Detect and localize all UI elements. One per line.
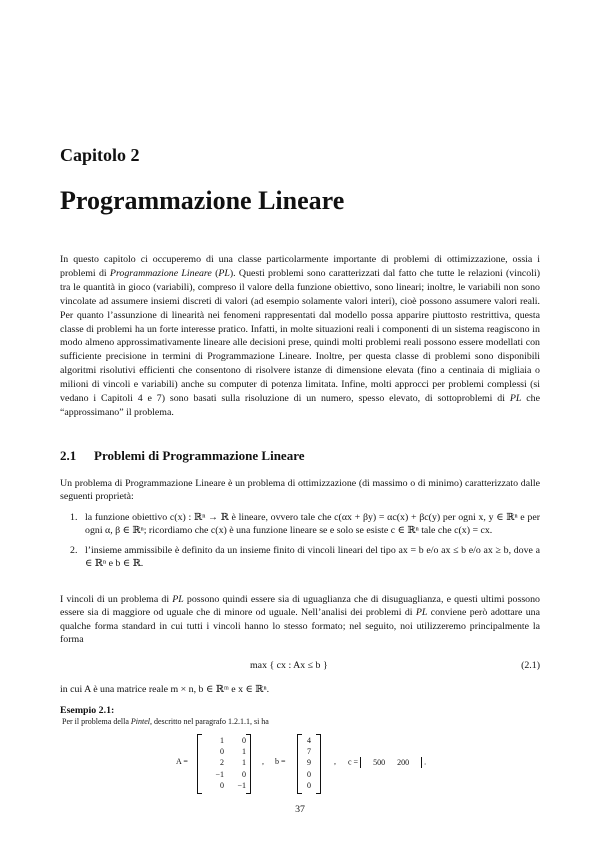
example-text: Per il problema della Pintel, descritto nel paragrafo 1.2.1.1, si ha [62, 717, 269, 726]
equation-formula: max { cx : Ax ≤ b } [250, 660, 328, 671]
list-item-text: la funzione obiettivo c(x) : ℝⁿ → ℝ è lineare, ovvero tale che c(αx + βy) = αc(x) + βc(y) per ogni x, y ∈ ℝⁿ e per ogni α, β ∈ ℝⁿ; ricordiamo che c(x) è una funzione lineare se e solo se esiste c ∈ ℝⁿ tale che c(x) = cx. [85, 512, 540, 537]
vector-b-label: b = [275, 757, 286, 766]
paragraph-definitions: in cui A è una matrice reale m × n, b ∈ ℝᵐ e x ∈ ℝⁿ. [60, 684, 270, 695]
section-title: Problemi di Programmazione Lineare [94, 448, 305, 463]
separator: , [262, 757, 264, 766]
matrix-row: 0 1 [220, 747, 246, 757]
paragraph-properties-intro: Un problema di Programmazione Lineare è un problema di ottimizzazione (di massimo o di minimo) caratterizzato dalle seguenti proprietà: [60, 478, 540, 503]
chapter-label: Capitolo 2 [60, 145, 140, 165]
chapter-title: Programmazione Lineare [60, 186, 345, 215]
equation-2-1 [60, 660, 540, 674]
list-item-text: l’insieme ammissibile è definito da un insieme finito di vincoli lineari del tipo ax = b e/o ax ≤ b e/o ax ≥ b, dove a ∈ ℝⁿ e b ∈ ℝ. [85, 544, 540, 569]
example-matrices [60, 732, 540, 794]
example-heading: Esempio 2.1: [60, 705, 115, 716]
intro-paragraph: In questo capitolo ci occuperemo di una classe particolarmente importante di problemi di ottimizzazione, ossia i problemi di Programmazione Lineare (PL). Questi problemi sono caratterizzati dal fatto che tutte le relazioni (vincoli) tra le quantità in gioco (variabili), compreso il valore della funzione obiettivo, sono lineari; inoltre, le variabili non sono vincolate ad assumere insiemi discreti di valori (ad esempio solamente valori interi), cioè possono assumere valori reali. Per quanto l’assunzione di linearità nei fenomeni rappresentati dal modello possa apparire piuttosto restrittiva, questa classe di problemi ha un forte interesse pratico. Infatti, in molte situazioni reali i componenti di un sistema reagiscono in modo almeno approssimativamente lineare alle decisioni prese, quindi molti problemi reali possono essere modellati con sufficiente precisione in termini di Programmazione Lineare. Inoltre, per questa classe di problemi sono disponibili algoritmi risolutivi efficienti che consentono di risolvere istanze di dimensione elevata (fino a centinaia di migliaia o milioni di vincoli e variabili) anche su computer di potenza limitata. Infine, molti approcci per problemi complessi (si vedano i Capitoli 4 e 7) sono basati sulla risoluzione di un numero, spesso elevato, di sottoproblemi di PL che “approssimano” il problema. [60, 254, 540, 418]
separator: , [334, 757, 336, 766]
section-heading [60, 448, 305, 464]
paragraph-constraints: I vincoli di un problema di PL possono quindi essere sia di uguaglianza che di disuguaglianza, e questi ultimi possono essere sia di maggiore od uguale che di minore od uguale. Nell’analisi dei problemi di PL conviene però adottare una qualche forma standard in cui tutti i vincoli hanno lo stesso formato; nel seguito, noi utilizzeremo principalmente la forma [60, 594, 540, 645]
matrix-a [197, 734, 251, 794]
matrix-row: 1 0 [220, 736, 246, 745]
page-number: 37 [295, 804, 305, 815]
matrix-a-label: A = [176, 757, 188, 766]
vector-c-label: c = [348, 757, 359, 767]
list-marker: 2. [70, 544, 78, 556]
equation-number: (2.1) [521, 660, 540, 671]
matrix-row: 2 1 [220, 758, 246, 768]
term-pl: Programmazione Lineare [109, 267, 212, 279]
list-item [70, 511, 540, 538]
vector-c: c = 500 200 . [348, 757, 427, 767]
properties-list [70, 511, 540, 576]
matrix-row: 0 −1 [220, 780, 246, 790]
list-item [70, 544, 540, 571]
matrix-row: −1 0 [215, 769, 246, 779]
section-number: 2.1 [60, 448, 77, 463]
list-marker: 1. [70, 512, 78, 523]
vector-b: 4 7 9 0 0 [297, 734, 321, 794]
